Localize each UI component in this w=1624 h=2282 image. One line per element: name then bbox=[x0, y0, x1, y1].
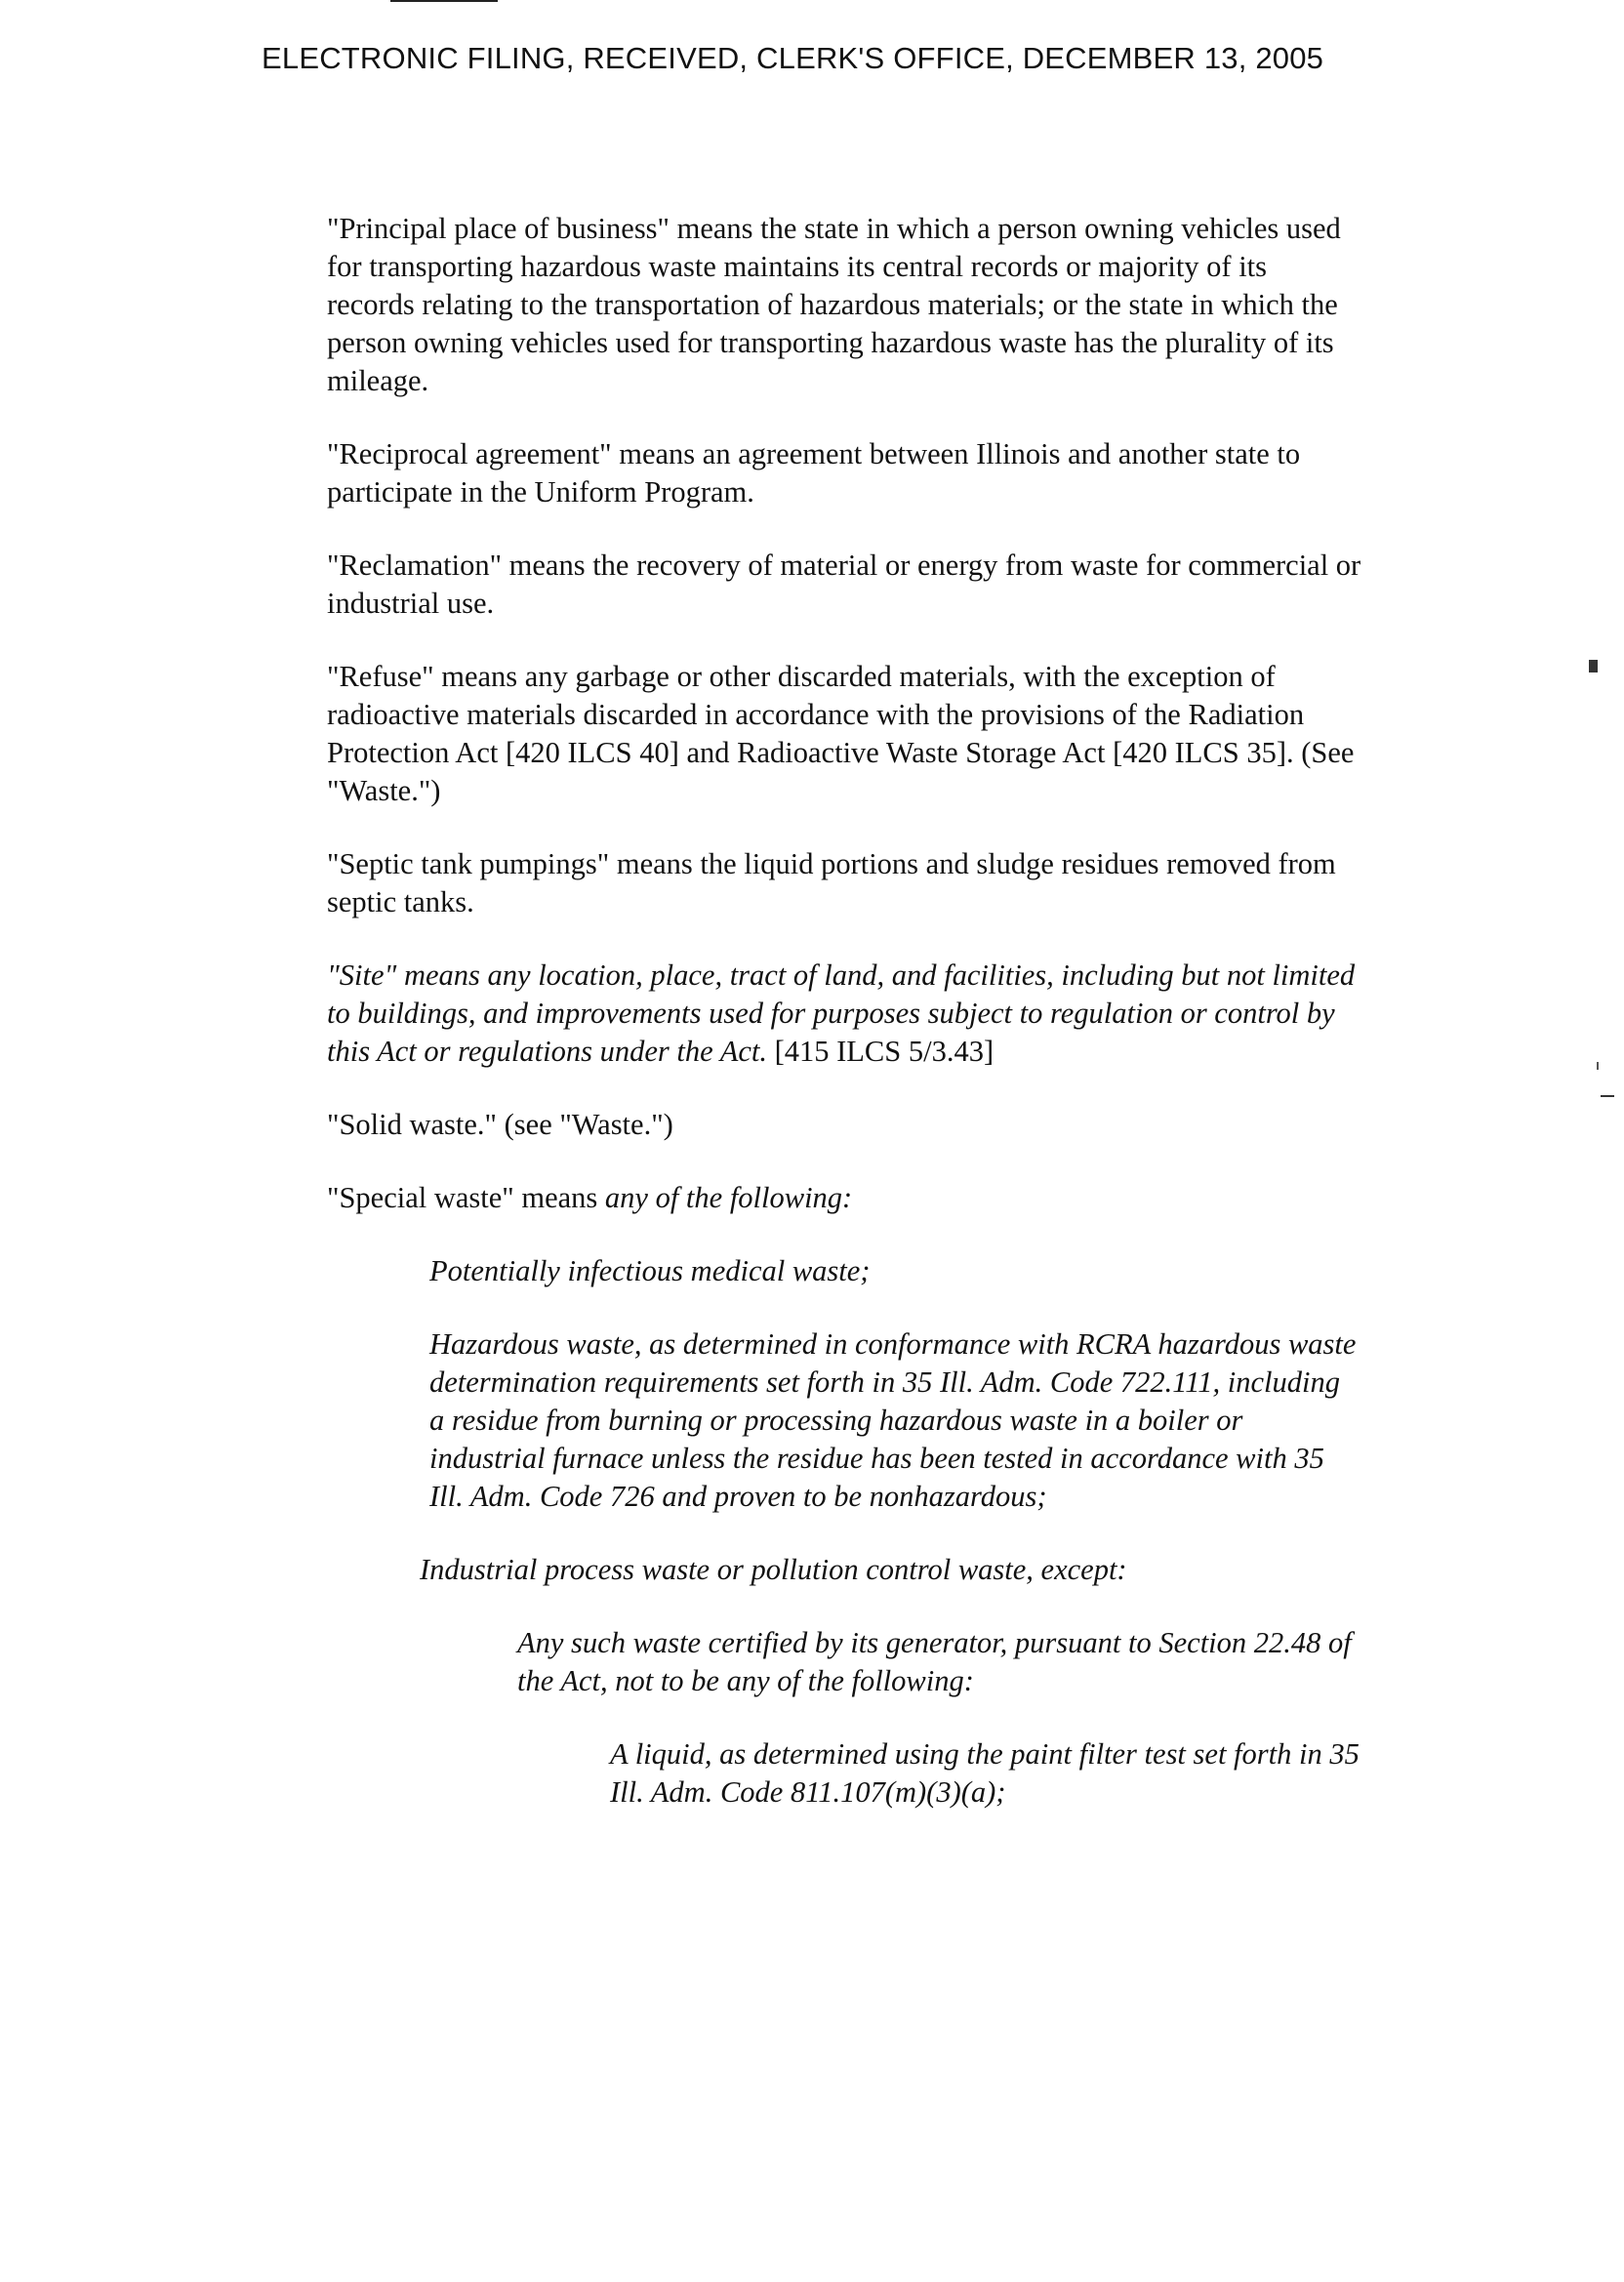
site-definition-text: "Site" means any location, place, tract of land, and facilities, including but not limited to buildings, and improvements used for purposes subject to regulation or control by this Act or regulations under the Act. bbox=[327, 958, 1356, 1068]
item-industrial-waste: Industrial process waste or pollution control waste, except: bbox=[420, 1553, 1127, 1586]
filing-header: ELECTRONIC FILING, RECEIVED, CLERK'S OFFICE, DECEMBER 13, 2005 bbox=[262, 41, 1324, 75]
definition-principal-place: "Principal place of business" means the state in which a person owning vehicles used for transporting hazardous waste maintains its central records or majority of its records relating to the transportation of hazardous materials; or the state in which the person owning vehicles used for transporting hazardous waste has the plurality of its mileage. bbox=[327, 212, 1341, 397]
item-infectious-waste: Potentially infectious medical waste; bbox=[429, 1254, 871, 1287]
item-hazardous-waste: Hazardous waste, as determined in conformance with RCRA hazardous waste determination requirements set forth in 35 Ill. Adm. Code 722.111, including a residue from burning or processing hazardous waste in a boiler or industrial furnace unless the residue has been tested in accordance with 35 Ill. Adm. Code 726 and proven to be nonhazardous; bbox=[429, 1327, 1357, 1513]
scan-mark bbox=[1589, 660, 1598, 672]
document-body bbox=[327, 210, 1361, 1847]
special-waste-italic: any of the following: bbox=[604, 1181, 853, 1214]
definition-reclamation: "Reclamation" means the recovery of material or energy from waste for commercial or industrial use. bbox=[327, 549, 1361, 620]
top-rule bbox=[390, 0, 498, 2]
item-certified-waste: Any such waste certified by its generator, pursuant to Section 22.48 of the Act, not to be any of the following: bbox=[517, 1626, 1352, 1697]
site-citation: [415 ILCS 5/3.43] bbox=[766, 1035, 995, 1068]
definition-site bbox=[327, 957, 1361, 1071]
special-waste-lead: "Special waste" means bbox=[327, 1181, 605, 1214]
definition-reciprocal-agreement: "Reciprocal agreement" means an agreement between Illinois and another state to participate in the Uniform Program. bbox=[327, 437, 1301, 509]
definition-special-waste bbox=[327, 1179, 1361, 1217]
definition-refuse: "Refuse" means any garbage or other discarded materials, with the exception of radioactive materials discarded in accordance with the provisions of the Radiation Protection Act [420 ILCS 40] and Radioactive Waste Storage Act [420 ILCS 35]. (See "Waste.") bbox=[327, 660, 1355, 807]
item-liquid: A liquid, as determined using the paint filter test set forth in 35 Ill. Adm. Code 811.107(m)(3)(a); bbox=[610, 1737, 1360, 1809]
scan-mark bbox=[1597, 1062, 1599, 1070]
definition-solid-waste: "Solid waste." (see "Waste.") bbox=[327, 1108, 673, 1141]
scan-mark bbox=[1601, 1095, 1614, 1097]
definition-septic-tank: "Septic tank pumpings" means the liquid portions and sludge residues removed from septic tanks. bbox=[327, 847, 1336, 918]
